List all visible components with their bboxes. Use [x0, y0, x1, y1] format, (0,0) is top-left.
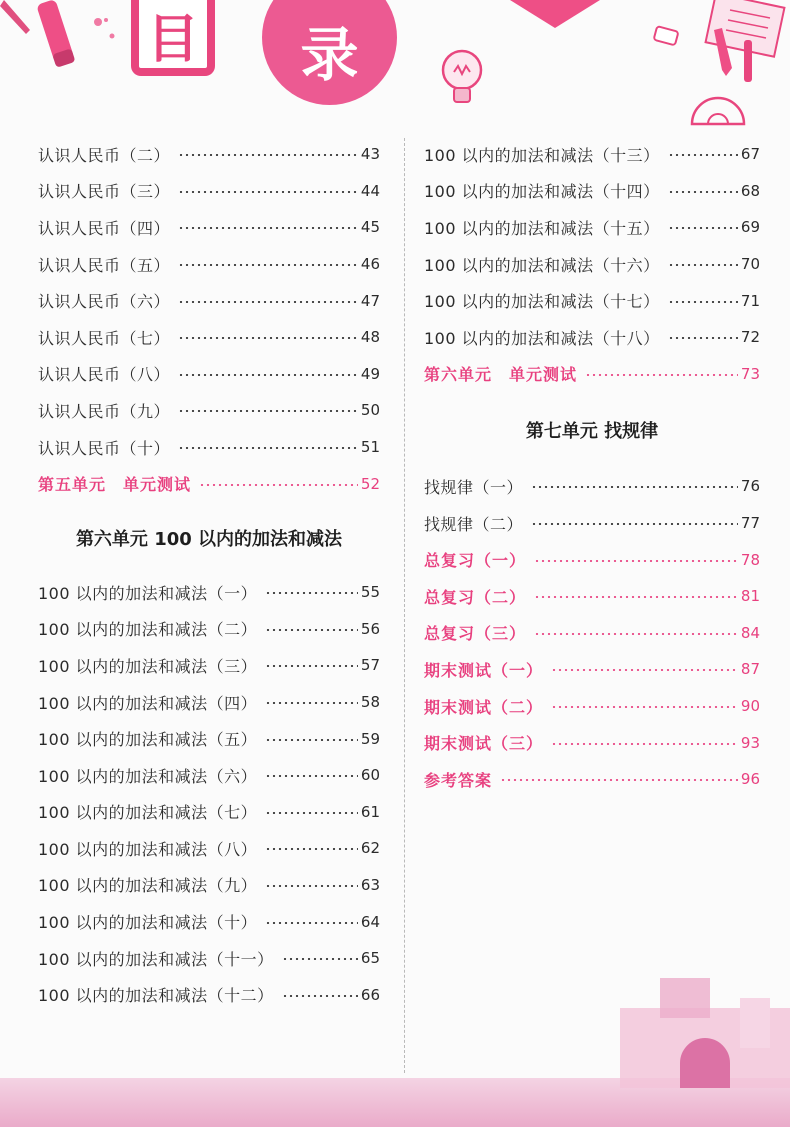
toc-entry-page: 48	[360, 328, 380, 347]
leader-dots	[531, 523, 738, 525]
toc-entry-label: 100 以内的加法和减法（三）	[38, 656, 258, 676]
leader-dots	[668, 301, 738, 303]
leader-dots	[531, 486, 738, 488]
leader-dots	[551, 706, 738, 708]
toc-entry-label: 100 以内的加法和减法（十）	[38, 913, 258, 933]
leader-dots	[265, 665, 358, 667]
toc-entry[interactable]	[38, 757, 380, 794]
castle-illustration	[620, 968, 790, 1088]
leader-dots	[265, 702, 358, 704]
toc-entry-page: 68	[740, 181, 760, 200]
leader-dots	[534, 560, 738, 562]
leader-dots	[668, 227, 738, 229]
toc-entry-unit6-test[interactable]	[424, 356, 760, 393]
leader-dots	[265, 629, 358, 631]
leader-dots	[265, 775, 358, 777]
leader-dots	[534, 633, 738, 635]
toc-entry-page: 46	[360, 255, 380, 274]
toc-entry-label: 100 以内的加法和减法（十三）	[424, 145, 660, 165]
toc-entry-label: 期末测试（三）	[424, 734, 544, 754]
toc-entry[interactable]	[38, 282, 380, 319]
toc-entry[interactable]	[424, 651, 760, 688]
toc-entry-label: 认识人民币（二）	[38, 145, 171, 165]
eraser-icon	[652, 24, 682, 50]
toc-entry-label: 总复习（二）	[424, 587, 527, 607]
toc-entry-page: 59	[360, 729, 380, 748]
toc-entry-label: 100 以内的加法和减法（十四）	[424, 182, 660, 202]
leader-dots	[282, 995, 358, 997]
toc-entry-label: 总复习（一）	[424, 551, 527, 571]
leader-dots	[199, 484, 358, 486]
toc-entry-page: 58	[360, 693, 380, 712]
toc-entry[interactable]	[424, 173, 760, 210]
protractor-icon	[690, 78, 748, 126]
toc-entry-page: 78	[740, 550, 760, 569]
toc-entry[interactable]	[38, 574, 380, 611]
toc-entry[interactable]	[38, 392, 380, 429]
toc-entry-label: 认识人民币（四）	[38, 218, 171, 238]
toc-entry-label: 100 以内的加法和减法（一）	[38, 583, 258, 603]
toc-entry-label: 认识人民币（七）	[38, 328, 171, 348]
toc-entry-page: 52	[360, 474, 380, 493]
toc-entry[interactable]	[424, 246, 760, 283]
leader-dots	[178, 191, 358, 193]
toc-entry[interactable]	[38, 720, 380, 757]
leader-dots	[178, 447, 358, 449]
toc-entry[interactable]	[424, 578, 760, 615]
toc-entry-page: 76	[740, 477, 760, 496]
toc-entry-page: 93	[740, 733, 760, 752]
toc-entry-page: 62	[360, 839, 380, 858]
toc-entry[interactable]	[424, 505, 760, 542]
toc-entry-page: 55	[360, 583, 380, 602]
toc-entry-page: 43	[360, 145, 380, 164]
toc-entry-page: 69	[740, 218, 760, 237]
leader-dots	[668, 191, 738, 193]
leader-dots	[178, 227, 358, 229]
leader-dots	[265, 812, 358, 814]
toc-entry-label: 参考答案	[424, 770, 493, 790]
toc-entry-label: 100 以内的加法和减法（十二）	[38, 986, 274, 1006]
toc-entry-label: 100 以内的加法和减法（十七）	[424, 292, 660, 312]
toc-entry-page: 47	[360, 291, 380, 310]
toc-entry-page: 87	[740, 660, 760, 679]
toc-entry[interactable]	[424, 319, 760, 356]
toc-entry[interactable]	[424, 282, 760, 319]
toc-entry[interactable]	[38, 136, 380, 173]
toc-entry-page: 81	[740, 587, 760, 606]
toc-entry-page: 66	[360, 985, 380, 1004]
toc-entry[interactable]	[38, 976, 380, 1013]
toc-entry-label: 100 以内的加法和减法（五）	[38, 730, 258, 750]
leader-dots	[551, 669, 738, 671]
toc-entry-page: 84	[740, 623, 760, 642]
toc-entry-page: 51	[360, 438, 380, 457]
toc-entry-label: 100 以内的加法和减法（六）	[38, 766, 258, 786]
leader-dots	[265, 922, 358, 924]
leader-dots	[178, 337, 358, 339]
toc-left-column	[38, 136, 380, 1013]
leader-dots	[265, 592, 358, 594]
leader-dots	[178, 374, 358, 376]
toc-entry-page: 60	[360, 766, 380, 785]
toc-entry-label: 100 以内的加法和减法（十一）	[38, 949, 274, 969]
leader-dots	[585, 374, 738, 376]
toc-entry[interactable]	[424, 615, 760, 652]
leader-dots	[178, 410, 358, 412]
toc-entry-page: 57	[360, 656, 380, 675]
toc-entry-label: 认识人民币（六）	[38, 292, 171, 312]
pencil-icon	[708, 28, 738, 78]
lightbulb-icon	[440, 48, 484, 110]
leader-dots	[178, 264, 358, 266]
toc-entry-page: 63	[360, 875, 380, 894]
pen-icon	[0, 0, 40, 40]
toc-entry[interactable]	[38, 830, 380, 867]
toc-entry-page: 67	[740, 145, 760, 164]
leader-dots	[178, 154, 358, 156]
leader-dots	[551, 743, 738, 745]
leader-dots	[265, 885, 358, 887]
toc-entry[interactable]	[38, 940, 380, 977]
toc-entry[interactable]	[38, 647, 380, 684]
sparkle-icon	[92, 16, 122, 46]
toc-entry[interactable]	[38, 867, 380, 904]
section-heading-unit7: 第七单元 找规律	[525, 421, 659, 443]
toc-entry-page: 44	[360, 181, 380, 200]
toc-entry-label: 认识人民币（三）	[38, 182, 171, 202]
toc-entry[interactable]	[38, 429, 380, 466]
toc-entry-label: 找规律（二）	[424, 514, 524, 534]
toc-entry[interactable]	[424, 136, 760, 173]
toc-entry-label: 100 以内的加法和减法（四）	[38, 693, 258, 713]
toc-entry-label: 100 以内的加法和减法（十六）	[424, 255, 660, 275]
toc-entry-page: 73	[740, 364, 760, 383]
leader-dots	[265, 848, 358, 850]
toc-entry[interactable]	[424, 541, 760, 578]
toc-entry[interactable]	[38, 246, 380, 283]
leader-dots	[668, 337, 738, 339]
toc-entry[interactable]	[38, 684, 380, 721]
toc-entry-label: 期末测试（二）	[424, 697, 544, 717]
section-heading-unit6: 第六单元 100 以内的加法和减法	[75, 528, 343, 550]
toc-entry[interactable]	[38, 209, 380, 246]
toc-entry[interactable]	[424, 468, 760, 505]
toc-entry[interactable]	[38, 794, 380, 831]
title-char-circle: 录	[262, 0, 397, 105]
leader-dots	[668, 154, 738, 156]
toc-entry-page: 70	[740, 255, 760, 274]
toc-entry[interactable]	[38, 611, 380, 648]
leader-dots	[178, 301, 358, 303]
toc-entry-label: 100 以内的加法和减法（十八）	[424, 328, 660, 348]
page-header	[0, 0, 790, 130]
toc-entry[interactable]	[424, 724, 760, 761]
toc-entry-page: 64	[360, 912, 380, 931]
toc-entry-unit5-test[interactable]	[38, 465, 380, 502]
toc-entry-label: 第六单元 单元测试	[424, 365, 578, 385]
toc-entry-page: 77	[740, 514, 760, 533]
toc-entry-page: 72	[740, 328, 760, 347]
toc-entry[interactable]	[424, 209, 760, 246]
toc-entry-label: 期末测试（一）	[424, 660, 544, 680]
toc-entry-label: 第五单元 单元测试	[38, 475, 192, 495]
toc-entry-label: 100 以内的加法和减法（八）	[38, 839, 258, 859]
toc-entry-label: 认识人民币（五）	[38, 255, 171, 275]
toc-entry-label: 找规律（一）	[424, 477, 524, 497]
title-char-box: 目	[131, 0, 215, 76]
leader-dots	[282, 958, 358, 960]
leader-dots	[534, 596, 738, 598]
toc-entry[interactable]	[38, 319, 380, 356]
column-divider	[404, 138, 405, 1073]
toc-entry-label: 认识人民币（八）	[38, 365, 171, 385]
toc-entry-label: 认识人民币（九）	[38, 401, 171, 421]
heart-icon	[510, 0, 600, 30]
toc-entry-label: 100 以内的加法和减法（七）	[38, 803, 258, 823]
toc-entry[interactable]	[38, 173, 380, 210]
toc-entry-label: 100 以内的加法和减法（九）	[38, 876, 258, 896]
toc-entry-page: 71	[740, 291, 760, 310]
leader-dots	[265, 739, 358, 741]
toc-entry-page: 65	[360, 949, 380, 968]
toc-entry-page: 90	[740, 697, 760, 716]
toc-entry[interactable]	[424, 688, 760, 725]
toc-entry-label: 总复习（三）	[424, 624, 527, 644]
toc-entry[interactable]	[38, 903, 380, 940]
toc-entry-page: 45	[360, 218, 380, 237]
leader-dots	[500, 779, 738, 781]
toc-entry-page: 50	[360, 401, 380, 420]
toc-entry-label: 100 以内的加法和减法（二）	[38, 620, 258, 640]
toc-entry-page: 49	[360, 364, 380, 383]
toc-right-column	[424, 136, 760, 798]
toc-entry-label: 100 以内的加法和减法（十五）	[424, 218, 660, 238]
toc-entry-page: 61	[360, 802, 380, 821]
toc-entry-label: 认识人民币（十）	[38, 438, 171, 458]
toc-entry[interactable]	[424, 761, 760, 798]
toc-entry[interactable]	[38, 356, 380, 393]
toc-entry-page: 96	[740, 770, 760, 789]
toc-entry-page: 56	[360, 619, 380, 638]
leader-dots	[668, 264, 738, 266]
